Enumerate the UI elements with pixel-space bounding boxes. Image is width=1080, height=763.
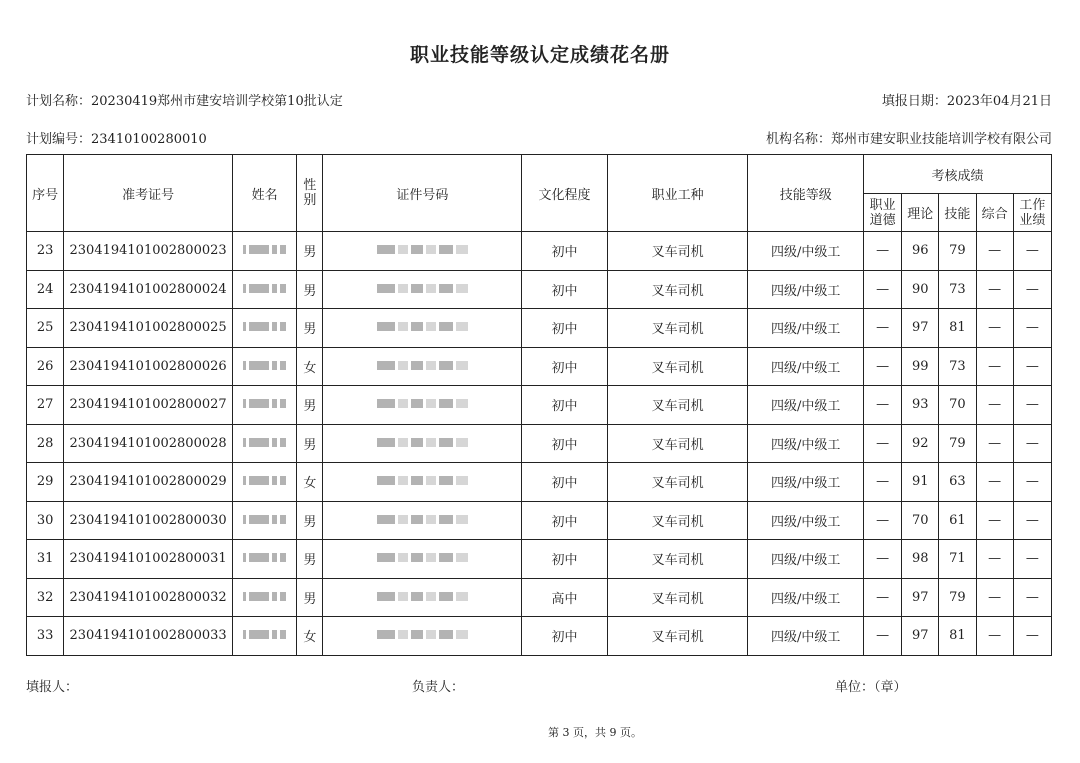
cell-job: 叉车司机 — [607, 309, 748, 348]
cell-gender: 男 — [297, 578, 323, 617]
cell-id-redacted — [323, 270, 522, 309]
table-row — [27, 232, 1052, 271]
cell-level: 四级/中级工 — [748, 270, 864, 309]
header-edu: 文化程度 — [522, 155, 607, 232]
cell-edu: 初中 — [522, 501, 607, 540]
cell-overall: — — [976, 424, 1013, 463]
cell-ticket: 2304194101002800033 — [64, 617, 233, 656]
table-row — [27, 347, 1052, 386]
cell-overall: — — [976, 463, 1013, 502]
cell-id-redacted — [323, 617, 522, 656]
redacted-block — [377, 360, 468, 370]
cell-theory: 97 — [902, 309, 939, 348]
footer-unit: 单位：（章） — [835, 680, 907, 695]
cell-gender: 女 — [297, 347, 323, 386]
cell-ticket: 2304194101002800029 — [64, 463, 233, 502]
cell-id-redacted — [323, 386, 522, 425]
cell-edu: 初中 — [522, 424, 607, 463]
header-theory: 理论 — [902, 194, 939, 232]
redacted-block — [243, 283, 286, 293]
cell-work: — — [1013, 540, 1051, 579]
cell-job: 叉车司机 — [607, 424, 748, 463]
redacted-block — [243, 514, 286, 524]
cell-level: 四级/中级工 — [748, 501, 864, 540]
cell-name-redacted — [232, 232, 296, 271]
cell-edu: 初中 — [522, 386, 607, 425]
redacted-block — [377, 476, 468, 486]
cell-name-redacted — [232, 501, 296, 540]
cell-edu: 初中 — [522, 617, 607, 656]
cell-level: 四级/中级工 — [748, 463, 864, 502]
cell-name-redacted — [232, 309, 296, 348]
table-row — [27, 424, 1052, 463]
cell-ticket: 2304194101002800026 — [64, 347, 233, 386]
fill-date: 填报日期：2023年04月21日 — [881, 94, 1052, 109]
cell-skill: 79 — [939, 424, 976, 463]
redacted-block — [377, 591, 468, 601]
cell-edu: 高中 — [522, 578, 607, 617]
cell-gender: 男 — [297, 540, 323, 579]
cell-ethics: — — [863, 578, 901, 617]
header-id: 证件号码 — [323, 155, 522, 232]
cell-name-redacted — [232, 617, 296, 656]
cell-theory: 91 — [902, 463, 939, 502]
cell-job: 叉车司机 — [607, 386, 748, 425]
cell-level: 四级/中级工 — [748, 617, 864, 656]
cell-theory: 92 — [902, 424, 939, 463]
cell-id-redacted — [323, 309, 522, 348]
cell-theory: 97 — [902, 578, 939, 617]
cell-level: 四级/中级工 — [748, 424, 864, 463]
cell-gender: 男 — [297, 424, 323, 463]
table-row — [27, 463, 1052, 502]
redacted-block — [243, 399, 286, 409]
cell-ethics: — — [863, 617, 901, 656]
cell-edu: 初中 — [522, 270, 607, 309]
cell-job: 叉车司机 — [607, 617, 748, 656]
cell-name-redacted — [232, 540, 296, 579]
cell-work: — — [1013, 232, 1051, 271]
cell-job: 叉车司机 — [607, 270, 748, 309]
cell-ticket: 2304194101002800031 — [64, 540, 233, 579]
cell-gender: 男 — [297, 309, 323, 348]
cell-ticket: 2304194101002800032 — [64, 578, 233, 617]
cell-id-redacted — [323, 540, 522, 579]
cell-seq: 28 — [27, 424, 64, 463]
cell-level: 四级/中级工 — [748, 386, 864, 425]
redacted-block — [243, 476, 286, 486]
cell-overall: — — [976, 270, 1013, 309]
cell-name-redacted — [232, 578, 296, 617]
cell-ethics: — — [863, 501, 901, 540]
header-seq: 序号 — [27, 155, 64, 232]
table-row — [27, 617, 1052, 656]
redacted-block — [377, 399, 468, 409]
header-overall: 综合 — [976, 194, 1013, 232]
cell-level: 四级/中级工 — [748, 232, 864, 271]
cell-gender: 女 — [297, 617, 323, 656]
table-row — [27, 540, 1052, 579]
cell-seq: 27 — [27, 386, 64, 425]
cell-job: 叉车司机 — [607, 347, 748, 386]
cell-edu: 初中 — [522, 463, 607, 502]
cell-overall: — — [976, 309, 1013, 348]
header-job: 职业工种 — [607, 155, 748, 232]
redacted-block — [377, 245, 468, 255]
redacted-block — [377, 437, 468, 447]
cell-skill: 81 — [939, 309, 976, 348]
cell-overall: — — [976, 617, 1013, 656]
cell-gender: 男 — [297, 270, 323, 309]
cell-seq: 25 — [27, 309, 64, 348]
redacted-block — [377, 553, 468, 563]
cell-name-redacted — [232, 424, 296, 463]
cell-ticket: 2304194101002800030 — [64, 501, 233, 540]
cell-overall: — — [976, 347, 1013, 386]
cell-seq: 23 — [27, 232, 64, 271]
cell-id-redacted — [323, 501, 522, 540]
cell-ethics: — — [863, 540, 901, 579]
cell-job: 叉车司机 — [607, 578, 748, 617]
cell-skill: 71 — [939, 540, 976, 579]
cell-work: — — [1013, 386, 1051, 425]
cell-work: — — [1013, 424, 1051, 463]
cell-ethics: — — [863, 463, 901, 502]
cell-level: 四级/中级工 — [748, 347, 864, 386]
cell-id-redacted — [323, 463, 522, 502]
cell-job: 叉车司机 — [607, 540, 748, 579]
cell-level: 四级/中级工 — [748, 540, 864, 579]
cell-name-redacted — [232, 347, 296, 386]
cell-skill: 79 — [939, 232, 976, 271]
cell-id-redacted — [323, 578, 522, 617]
cell-work: — — [1013, 463, 1051, 502]
score-roster-table — [26, 154, 1052, 656]
redacted-block — [377, 630, 468, 640]
cell-theory: 96 — [902, 232, 939, 271]
cell-work: — — [1013, 347, 1051, 386]
cell-ticket: 2304194101002800025 — [64, 309, 233, 348]
cell-edu: 初中 — [522, 309, 607, 348]
cell-skill: 79 — [939, 578, 976, 617]
page-number: 第 3 页，共 9 页。 — [548, 726, 642, 739]
header-work: 工作业绩 — [1013, 194, 1051, 232]
redacted-block — [243, 553, 286, 563]
cell-theory: 90 — [902, 270, 939, 309]
header-ticket: 准考证号 — [64, 155, 233, 232]
cell-name-redacted — [232, 386, 296, 425]
cell-edu: 初中 — [522, 540, 607, 579]
page-title: 职业技能等级认定成绩花名册 — [409, 44, 670, 66]
cell-work: — — [1013, 501, 1051, 540]
cell-work: — — [1013, 270, 1051, 309]
cell-theory: 98 — [902, 540, 939, 579]
cell-overall: — — [976, 540, 1013, 579]
header-name: 姓名 — [232, 155, 296, 232]
cell-overall: — — [976, 232, 1013, 271]
cell-work: — — [1013, 578, 1051, 617]
cell-skill: 61 — [939, 501, 976, 540]
redacted-block — [243, 360, 286, 370]
cell-gender: 男 — [297, 501, 323, 540]
table-row — [27, 309, 1052, 348]
org-name: 机构名称：郑州市建安职业技能培训学校有限公司 — [765, 132, 1052, 147]
cell-id-redacted — [323, 424, 522, 463]
cell-seq: 24 — [27, 270, 64, 309]
cell-seq: 31 — [27, 540, 64, 579]
cell-edu: 初中 — [522, 232, 607, 271]
header-scores: 考核成绩 — [863, 155, 1051, 194]
cell-skill: 63 — [939, 463, 976, 502]
redacted-block — [243, 322, 286, 332]
cell-job: 叉车司机 — [607, 463, 748, 502]
cell-theory: 97 — [902, 617, 939, 656]
cell-skill: 81 — [939, 617, 976, 656]
header-level: 技能等级 — [748, 155, 864, 232]
table-row — [27, 270, 1052, 309]
cell-ethics: — — [863, 386, 901, 425]
footer-responsible: 负责人： — [412, 680, 465, 695]
header-ethics: 职业道德 — [863, 194, 901, 232]
redacted-block — [377, 514, 468, 524]
cell-overall: — — [976, 578, 1013, 617]
cell-ethics: — — [863, 347, 901, 386]
cell-work: — — [1013, 617, 1051, 656]
cell-ticket: 2304194101002800023 — [64, 232, 233, 271]
redacted-block — [243, 591, 286, 601]
cell-ticket: 2304194101002800027 — [64, 386, 233, 425]
cell-edu: 初中 — [522, 347, 607, 386]
cell-gender: 女 — [297, 463, 323, 502]
cell-seq: 26 — [27, 347, 64, 386]
cell-gender: 男 — [297, 232, 323, 271]
redacted-block — [243, 245, 286, 255]
cell-skill: 73 — [939, 270, 976, 309]
cell-ethics: — — [863, 424, 901, 463]
cell-id-redacted — [323, 347, 522, 386]
cell-overall: — — [976, 501, 1013, 540]
redacted-block — [243, 630, 286, 640]
footer-filler: 填报人： — [26, 680, 79, 695]
cell-theory: 93 — [902, 386, 939, 425]
plan-number: 计划编号：23410100280010 — [26, 132, 207, 147]
redacted-block — [377, 322, 468, 332]
redacted-block — [243, 437, 286, 447]
cell-work: — — [1013, 309, 1051, 348]
cell-overall: — — [976, 386, 1013, 425]
cell-name-redacted — [232, 463, 296, 502]
cell-level: 四级/中级工 — [748, 578, 864, 617]
cell-gender: 男 — [297, 386, 323, 425]
plan-name: 计划名称：20230419郑州市建安培训学校第10批认定 — [26, 94, 343, 109]
cell-ethics: — — [863, 309, 901, 348]
cell-id-redacted — [323, 232, 522, 271]
header-skill: 技能 — [939, 194, 976, 232]
cell-seq: 32 — [27, 578, 64, 617]
cell-ethics: — — [863, 232, 901, 271]
cell-theory: 70 — [902, 501, 939, 540]
cell-name-redacted — [232, 270, 296, 309]
cell-ethics: — — [863, 270, 901, 309]
cell-seq: 33 — [27, 617, 64, 656]
table-row — [27, 578, 1052, 617]
cell-theory: 99 — [902, 347, 939, 386]
cell-ticket: 2304194101002800024 — [64, 270, 233, 309]
cell-level: 四级/中级工 — [748, 309, 864, 348]
cell-job: 叉车司机 — [607, 501, 748, 540]
cell-seq: 30 — [27, 501, 64, 540]
table-row — [27, 501, 1052, 540]
cell-skill: 70 — [939, 386, 976, 425]
cell-ticket: 2304194101002800028 — [64, 424, 233, 463]
cell-job: 叉车司机 — [607, 232, 748, 271]
cell-skill: 73 — [939, 347, 976, 386]
header-gender: 性别 — [297, 155, 323, 232]
redacted-block — [377, 283, 468, 293]
cell-seq: 29 — [27, 463, 64, 502]
table-row — [27, 386, 1052, 425]
